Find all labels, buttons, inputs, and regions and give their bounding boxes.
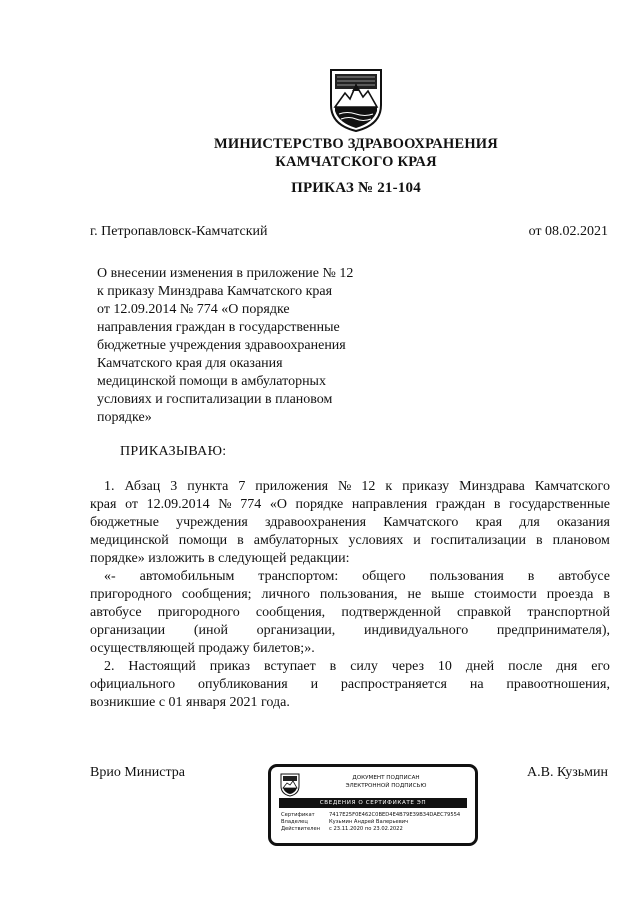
stamp-certificate-bar: СВЕДЕНИЯ О СЕРТИФИКАТЕ ЭП (279, 798, 467, 808)
body-word: в (237, 533, 244, 548)
body-word: индивидуального (363, 623, 469, 638)
body-line (90, 478, 610, 496)
stamp-row-value: Кузьмин Андрей Валерьевич (329, 819, 409, 825)
body-word: правоотношения, (506, 677, 610, 692)
body-word: Настоящий (128, 659, 196, 674)
body-word: приказ (209, 659, 251, 674)
stamp-row-value: с 23.11.2020 по 23.02.2022 (329, 826, 403, 832)
body-word: плановом (552, 533, 610, 548)
body-word: в (536, 533, 543, 548)
body-line (90, 622, 610, 640)
body-word: направления (351, 497, 428, 512)
stamp-row-key: Владелец (281, 819, 308, 825)
body-word: выше (431, 587, 465, 602)
body-word: 3 (170, 479, 178, 494)
body-word: после (508, 659, 543, 674)
order-date: от 08.02.2021 (528, 224, 608, 239)
body-word: «- (90, 569, 116, 584)
body-word: края (90, 497, 117, 512)
body-word: через (391, 659, 424, 674)
body-word: 12 (361, 479, 376, 494)
body-word: бюджетные (90, 515, 159, 530)
body-word: госпитализации (430, 533, 526, 548)
body-word: личного (261, 587, 310, 602)
body-word: пригородного (90, 587, 172, 602)
order-body (90, 478, 610, 712)
body-word: автобусе (90, 605, 142, 620)
body-word: медицинской (90, 533, 169, 548)
body-word: оказания (556, 515, 610, 530)
signer-position: Врио Министра (90, 765, 185, 780)
subject-line: от 12.09.2014 № 774 «О порядке (97, 302, 290, 317)
body-word: организации (90, 623, 166, 638)
body-word: в (603, 587, 610, 602)
body-word: проезда (546, 587, 594, 602)
ministry-name-line2: КАМЧАТСКОГО КРАЯ (275, 154, 437, 170)
body-word: вступает (264, 659, 316, 674)
body-word: 1. (90, 479, 115, 494)
body-line (90, 568, 610, 586)
body-word: пользования, (319, 587, 398, 602)
stamp-heading: ДОКУМЕНТ ПОДПИСАН (352, 775, 420, 781)
body-word: «О (269, 497, 287, 512)
ministry-name-line1: МИНИСТЕРСТВО ЗДРАВООХРАНЕНИЯ (214, 136, 498, 152)
subject-line: условиях и госпитализации в плановом (97, 392, 333, 407)
body-word: порядке (295, 497, 344, 512)
order-subject (97, 265, 397, 427)
body-line (90, 586, 610, 604)
body-word: официального (90, 677, 176, 692)
body-word: государственные (509, 497, 610, 512)
body-word: Абзац (124, 479, 161, 494)
signer-name: А.В. Кузьмин (527, 765, 608, 780)
body-word: не (407, 587, 422, 602)
body-word: в (329, 659, 337, 674)
body-word: пригородного (157, 605, 240, 620)
electronic-signature-stamp (268, 764, 478, 846)
body-word: распространяется (340, 677, 447, 692)
body-line (90, 550, 610, 568)
body-word: и (310, 677, 319, 692)
city: г. Петропавловск-Камчатский (90, 224, 268, 239)
stamp-row-key: Действителен (281, 826, 321, 832)
body-word: от (125, 497, 139, 512)
stamp-row-key: Сертификат (281, 812, 315, 818)
body-word: для (519, 515, 540, 530)
stamp-row-value: 7417E25F0E462C0BED4E4B79E39B34DAEC79554 (329, 812, 461, 818)
body-word: сообщения; (181, 587, 252, 602)
body-word: № (218, 497, 232, 512)
body-word: № (338, 479, 352, 494)
subject-line: направления граждан в государственные (97, 320, 340, 335)
body-word: на (469, 677, 484, 692)
body-word: силу (350, 659, 378, 674)
body-word: пункта (187, 479, 229, 494)
body-word: 7 (238, 479, 246, 494)
body-word: Минздрава (459, 479, 525, 494)
stamp-row-certificate (281, 812, 460, 818)
body-word: Камчатского (534, 479, 610, 494)
body-line (90, 496, 610, 514)
body-word: 10 (437, 659, 452, 674)
body-word: автомобильным (139, 569, 235, 584)
subject-line: медицинской помощи в амбулаторных (97, 374, 326, 389)
body-word: транспортной (527, 605, 610, 620)
body-line-text: осуществляющей продажу билетов;». (90, 641, 315, 656)
body-word: опубликования (198, 677, 288, 692)
body-word: в (493, 497, 501, 512)
body-word: Камчатского (383, 515, 459, 530)
body-word: 2. (90, 659, 115, 674)
body-line (90, 640, 610, 658)
body-word: (иной (193, 623, 228, 638)
body-word: края (475, 515, 503, 530)
stamp-row-owner (281, 819, 408, 825)
order-title: ПРИКАЗ № 21-104 (291, 180, 421, 196)
subject-line: Камчатского края для оказания (97, 356, 283, 371)
body-word: дней (465, 659, 495, 674)
body-word: 12.09.2014 (146, 497, 210, 512)
body-word: и (413, 533, 421, 548)
body-word: учреждения (176, 515, 248, 530)
body-word: дня (556, 659, 578, 674)
kamchatka-coat-of-arms-icon (325, 67, 387, 133)
body-line-text: возникшие с 01 января 2021 года. (90, 695, 290, 710)
body-word: приложения (255, 479, 329, 494)
body-word: условиях (348, 533, 404, 548)
body-word: предпринимателя), (496, 623, 610, 638)
body-line (90, 532, 610, 550)
body-word: стоимости (474, 587, 537, 602)
body-word: транспортом: (258, 569, 339, 584)
subject-line: бюджетные учреждения здравоохранения (97, 338, 346, 353)
body-word: 774 (240, 497, 262, 512)
subject-line: порядке» (97, 410, 152, 425)
body-word: справкой (457, 605, 512, 620)
body-line (90, 676, 610, 694)
stamp-heading: ЭЛЕКТРОННОЙ ПОДПИСЬЮ (345, 783, 427, 789)
body-word: к (385, 479, 393, 494)
body-word: здравоохранения (264, 515, 367, 530)
body-line-text: порядке» изложить в следующей редакции: (90, 551, 350, 566)
body-word: автобусе (558, 569, 610, 584)
body-word: помощи (178, 533, 228, 548)
body-line (90, 604, 610, 622)
stamp-row-validity (281, 826, 403, 832)
body-word: пользования (429, 569, 504, 584)
body-word: подтвержденной (341, 605, 441, 620)
body-line (90, 694, 610, 712)
body-word: организации, (256, 623, 336, 638)
subject-line: О внесении изменения в приложение № 12 (97, 266, 354, 281)
directive-heading: ПРИКАЗЫВАЮ: (120, 444, 227, 459)
kamchatka-coat-of-arms-icon (279, 773, 301, 797)
body-word: его (591, 659, 610, 674)
subject-line: к приказу Минздрава Камчатского края (97, 284, 333, 299)
body-word: общего (362, 569, 406, 584)
body-word: приказу (402, 479, 450, 494)
body-line (90, 658, 610, 676)
body-word: сообщения, (255, 605, 326, 620)
body-word: граждан (435, 497, 486, 512)
body-word: амбулаторных (253, 533, 339, 548)
body-word: в (527, 569, 535, 584)
body-line (90, 514, 610, 532)
